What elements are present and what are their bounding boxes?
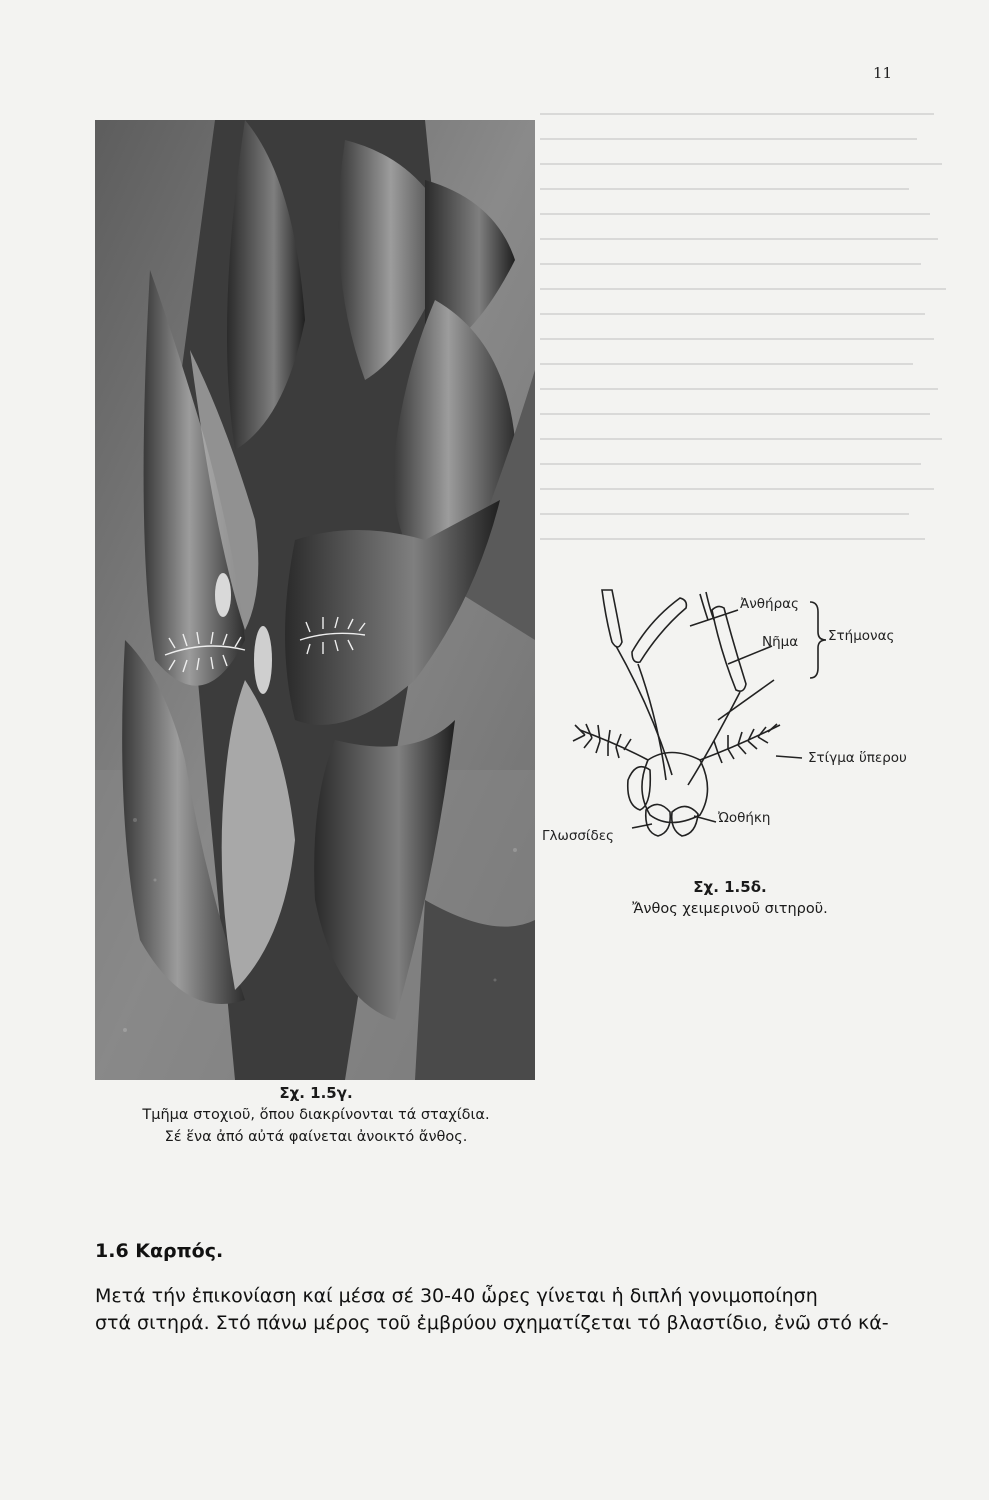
bleed-through-text (540, 113, 950, 573)
page-number: 11 (873, 64, 893, 82)
figure-1-5d-ref: Σχ. 1.5δ. (693, 878, 767, 896)
figure-1-5c-ref: Σχ. 1.5γ. (279, 1084, 353, 1102)
anther-left (602, 590, 622, 647)
label-stamen: Στήμονας (828, 628, 895, 644)
figure-1-5d-caption-text: Ἄνθος χειμερινοῦ σιτηροῦ. (632, 901, 828, 917)
figure-1-5c-caption (96, 1082, 536, 1148)
figure-1-5c-caption-line1: Τμῆμα στοχιοῦ, ὅπου διακρίνονται τά σταχίδια. (142, 1107, 490, 1123)
anther-middle (632, 598, 686, 662)
body-paragraph (95, 1283, 925, 1337)
anther-right (712, 606, 746, 691)
section-heading: 1.6 Καρπός. (95, 1240, 224, 1262)
label-stigma: Στίγμα ὕπερου (808, 750, 907, 766)
label-filament: Νῆμα (762, 634, 799, 650)
label-ovary: Ὠοθήκη (718, 810, 771, 826)
figure-1-5c-caption-line2: Σέ ἕνα ἀπό αὐτά φαίνεται ἀνοικτό ἄνθος. (164, 1129, 468, 1145)
body-line-1: Μετά τήν ἐπικονίαση καί μέσα σέ 30-40 ὧρες γίνεται ἡ διπλή γονιμοποίηση (95, 1285, 818, 1307)
label-anther: Ἀνθήρας (740, 596, 799, 612)
figure-1-5d-caption (585, 876, 875, 920)
flower-diagram (540, 580, 950, 860)
spikelet-photo (95, 120, 535, 1080)
body-line-2: στά σιτηρά. Στό πάνω μέρος τοῦ ἐμβρύου σχηματίζεται τό βλαστίδιο, ἐνῶ στό κά- (95, 1312, 889, 1334)
label-lodicules: Γλωσσίδες (542, 828, 614, 844)
